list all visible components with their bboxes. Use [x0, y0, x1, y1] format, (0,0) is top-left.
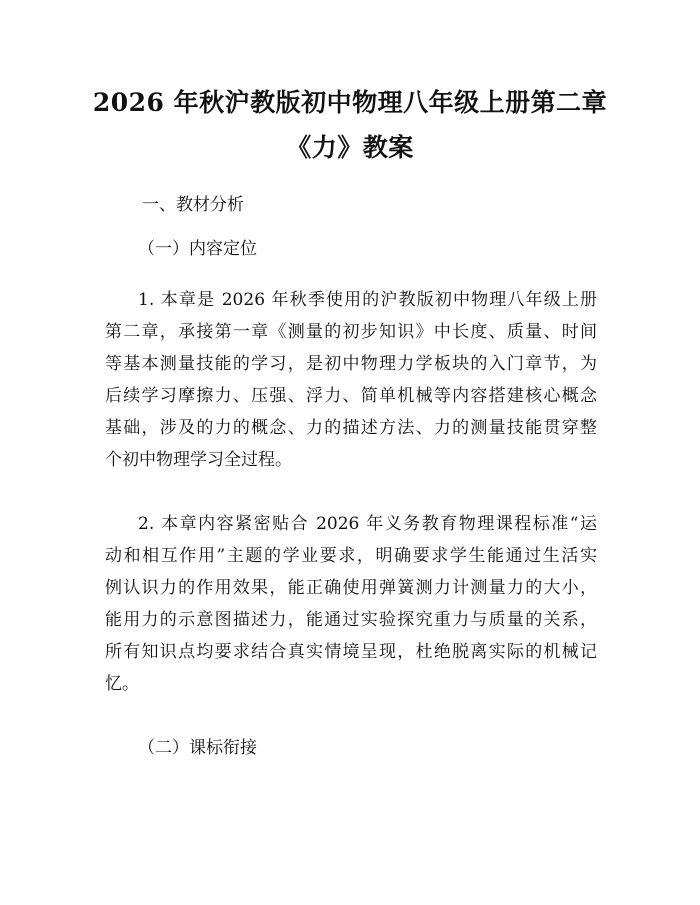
paragraph-line: 后续学习摩擦力、压强、浮力、简单机械等内容搭建核心概念 — [105, 386, 597, 406]
paragraph-line: 2. 本章内容紧密贴合 2026 年义务教育物理课程标准“运 — [138, 514, 597, 534]
paragraph-line: 等基本测量技能的学习，是初中物理力学板块的入门章节，为 — [105, 354, 597, 374]
subsection-heading-content-positioning: （一）内容定位 — [138, 239, 257, 259]
section-heading-textbook-analysis: 一、教材分析 — [142, 195, 244, 215]
paragraph-line: 能用力的示意图描述力，能通过实验探究重力与质量的关系， — [105, 610, 597, 630]
paragraph-line: 第二章，承接第一章《测量的初步知识》中长度、质量、时间 — [105, 322, 597, 342]
paragraph-line: 1. 本章是 2026 年秋季使用的沪教版初中物理八年级上册 — [138, 290, 597, 310]
document-title-line-1: 2026 年秋沪教版初中物理八年级上册第二章 — [92, 88, 608, 117]
paragraph-line: 个初中物理学习全过程。 — [105, 450, 292, 470]
paragraph-curriculum-requirements — [105, 508, 597, 700]
paragraph-line: 例认识力的作用效果，能正确使用弹簧测力计测量力的大小， — [105, 578, 597, 598]
paragraph-chapter-positioning — [105, 284, 597, 476]
paragraph-line: 所有知识点均要求结合真实情境呈现，杜绝脱离实际的机械记 — [105, 642, 597, 662]
subsection-heading-curriculum-link: （二）课标衔接 — [138, 738, 257, 758]
paragraph-line: 动和相互作用”主题的学业要求，明确要求学生能通过生活实 — [105, 546, 597, 566]
paragraph-line: 忆。 — [105, 674, 139, 694]
paragraph-line: 基础，涉及的力的概念、力的描述方法、力的测量技能贯穿整 — [105, 418, 597, 438]
document-title-line-2: 《力》教案 — [286, 133, 414, 162]
